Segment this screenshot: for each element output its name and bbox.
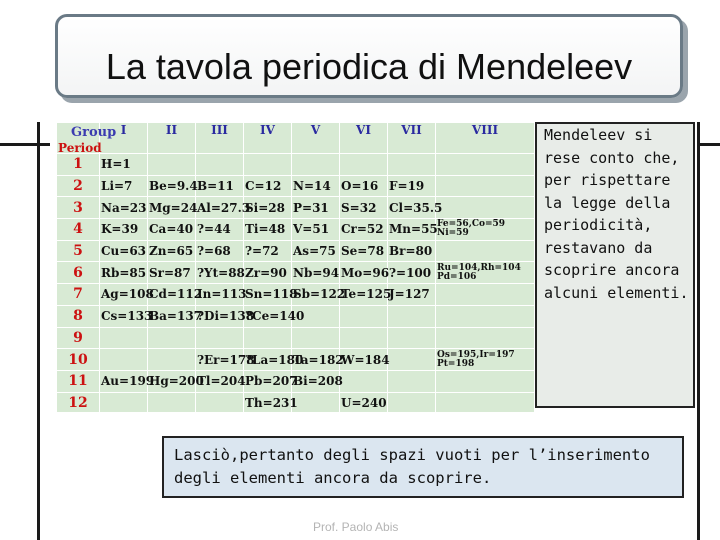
element-cell: F=19 [388,175,436,197]
element-cell [436,305,535,327]
frame-line-top-left [0,143,50,146]
element-cell: Cu=63 [100,240,148,262]
element-cell: H=1 [100,154,148,176]
element-cell [196,154,244,176]
element-cell [436,284,535,306]
element-cell: ?Ce=140 [244,305,292,327]
period-number: 8 [57,305,100,327]
element-cell: N=14 [292,175,340,197]
element-cell [292,154,340,176]
period-number: 2 [57,175,100,197]
element-cell: Cd=112 [148,284,196,306]
footer-author: Prof. Paolo Abis [313,520,399,534]
bottom-note-text: Lasciò,pertanto degli spazi vuoti per l’inserimento degli elementi ancora da scoprire. [174,446,650,487]
element-cell [292,327,340,349]
element-cell [292,392,340,414]
element-cell: Be=9.4 [148,175,196,197]
element-cell [388,327,436,349]
element-cell: ?La=180 [244,349,292,371]
element-cell: C=12 [244,175,292,197]
frame-line-left [37,122,40,540]
element-cell [196,392,244,414]
element-cell [196,327,244,349]
element-cell: Te=125 [340,284,388,306]
element-cell: J=127 [388,284,436,306]
element-cell: V=51 [292,219,340,241]
table-row [57,262,535,284]
element-cell: Mn=55 [388,219,436,241]
element-cell: Os=195,Ir=197 Pt=198 [436,349,535,371]
element-cell [388,392,436,414]
element-cell [436,370,535,392]
element-cell: Tl=204 [196,370,244,392]
table-row [57,370,535,392]
table-row [57,240,535,262]
element-cell: In=113 [196,284,244,306]
element-cell: Hg=200 [148,370,196,392]
element-cell: Sr=87 [148,262,196,284]
group-header: VI [340,123,388,154]
element-cell [388,370,436,392]
element-cell [244,154,292,176]
element-cell: ?=44 [196,219,244,241]
frame-line-top-right [700,143,720,146]
period-number: 1 [57,154,100,176]
period-number: 7 [57,284,100,306]
element-cell: Ag=108 [100,284,148,306]
element-cell [340,327,388,349]
period-number: 6 [57,262,100,284]
slide-title: La tavola periodica di Mendeleev [105,46,633,87]
element-cell: Al=27.3 [196,197,244,219]
element-cell: Rb=85 [100,262,148,284]
element-cell: Ru=104,Rh=104 Pd=106 [436,262,535,284]
group-header: III [196,123,244,154]
period-number: 3 [57,197,100,219]
element-cell [388,305,436,327]
frame-line-right [697,122,700,540]
table-header-row [57,123,535,154]
element-cell [148,349,196,371]
element-cell: U=240 [340,392,388,414]
side-note-box [535,122,695,408]
title-box [55,14,683,98]
element-cell: ?Di=138 [196,305,244,327]
element-cell: Cl=35.5 [388,197,436,219]
group-label: Group [71,125,117,140]
element-cell: Na=23 [100,197,148,219]
table-row [57,349,535,371]
element-cell: Nb=94 [292,262,340,284]
element-cell: As=75 [292,240,340,262]
element-cell: Se=78 [340,240,388,262]
table-row [57,219,535,241]
element-cell: W=184 [340,349,388,371]
period-label: Period [58,141,102,155]
element-cell: Th=231 [244,392,292,414]
element-cell [148,327,196,349]
element-cell: O=16 [340,175,388,197]
periodic-table-grid [56,122,535,414]
group-header: I [100,123,148,154]
period-number: 4 [57,219,100,241]
element-cell [100,349,148,371]
element-cell [436,175,535,197]
element-cell [148,154,196,176]
period-number: 9 [57,327,100,349]
element-cell [340,154,388,176]
period-number: 12 [57,392,100,414]
element-cell: Pb=207 [244,370,292,392]
element-cell: Sb=122 [292,284,340,306]
element-cell [244,327,292,349]
element-cell [148,392,196,414]
element-cell: Au=199 [100,370,148,392]
element-cell: P=31 [292,197,340,219]
corner-header [57,123,117,155]
element-cell: Mg=24 [148,197,196,219]
element-cell: Sn=118 [244,284,292,306]
element-cell: Ca=40 [148,219,196,241]
element-cell [436,327,535,349]
element-cell [436,240,535,262]
element-cell: Mo=96 [340,262,388,284]
element-cell: Br=80 [388,240,436,262]
element-cell: Cr=52 [340,219,388,241]
element-cell: ?Yt=88 [196,262,244,284]
element-cell [436,392,535,414]
periodic-table [56,122,534,412]
table-row [57,154,535,176]
element-cell: K=39 [100,219,148,241]
element-cell: ?=68 [196,240,244,262]
group-header: VIII [436,123,535,154]
element-cell [340,305,388,327]
group-header: IV [244,123,292,154]
element-cell [388,349,436,371]
element-cell: Zn=65 [148,240,196,262]
element-cell: ?Er=178 [196,349,244,371]
table-row [57,392,535,414]
period-number: 5 [57,240,100,262]
element-cell: B=11 [196,175,244,197]
element-cell [100,392,148,414]
element-cell: Cs=133 [100,305,148,327]
table-row [57,284,535,306]
group-header: V [292,123,340,154]
period-number: 11 [57,370,100,392]
table-row [57,327,535,349]
element-cell [436,154,535,176]
element-cell: ?=100 [388,262,436,284]
table-row [57,175,535,197]
element-cell: Fe=56,Co=59 Ni=59 [436,219,535,241]
table-row [57,305,535,327]
element-cell: ?=72 [244,240,292,262]
element-cell: S=32 [340,197,388,219]
group-header: II [148,123,196,154]
element-cell [388,154,436,176]
bottom-note-box [162,436,684,498]
element-cell [436,197,535,219]
element-cell: Ta=182 [292,349,340,371]
element-cell [340,370,388,392]
element-cell: Bi=208 [292,370,340,392]
element-cell: Ti=48 [244,219,292,241]
element-cell: Si=28 [244,197,292,219]
table-row [57,197,535,219]
period-number: 10 [57,349,100,371]
side-note-text: Mendeleev si rese conto che, per rispettare la legge della periodicità, restavano da scoprire ancora alcuni elementi. [544,126,689,302]
element-cell: Li=7 [100,175,148,197]
element-cell: Ba=137 [148,305,196,327]
element-cell: Zr=90 [244,262,292,284]
group-header: VII [388,123,436,154]
element-cell [100,327,148,349]
